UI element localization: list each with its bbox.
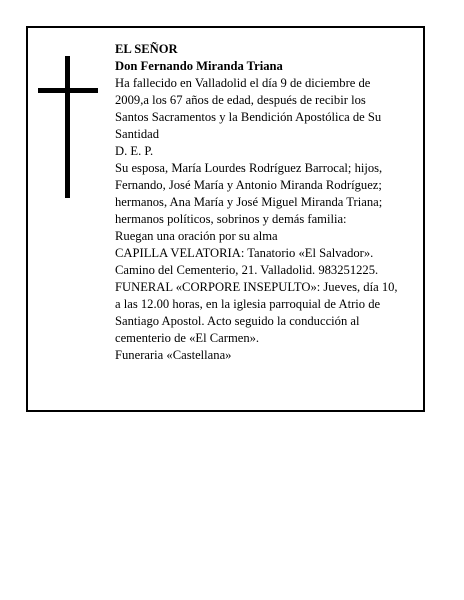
notice-line: hermanos, Ana María y José Miguel Miranda Triana; — [115, 195, 383, 209]
rip-line: D. E. P. — [115, 144, 154, 158]
notice-line: a las 12.00 horas, en la iglesia parroquial de Atrio de — [115, 297, 381, 311]
deceased-name: Don Fernando Miranda Triana — [115, 59, 283, 73]
cross-vertical-bar — [65, 56, 70, 198]
notice-line: Santiago Apostol. Acto seguido la conducción al — [115, 314, 360, 328]
chapel-line: CAPILLA VELATORIA: Tanatorio «El Salvador». — [115, 246, 374, 260]
latin-cross-icon — [38, 56, 98, 198]
notice-line: Ruegan una oración por su alma — [115, 229, 278, 243]
funeral-home-line: Funeraria «Castellana» — [115, 348, 232, 362]
notice-line: Ha fallecido en Valladolid el día 9 de diciembre de — [115, 76, 371, 90]
notice-line: cementerio de «El Carmen». — [115, 331, 260, 345]
notice-heading: EL SEÑOR — [115, 42, 178, 56]
funeral-line: FUNERAL «CORPORE INSEPULTO»: Jueves, día 10, — [115, 280, 398, 294]
notice-line: Santos Sacramentos y la Bendición Apostólica de Su — [115, 110, 382, 124]
notice-text — [115, 41, 421, 364]
notice-line: hermanos políticos, sobrinos y demás familia: — [115, 212, 347, 226]
notice-line: Santidad — [115, 127, 160, 141]
notice-line: Fernando, José María y Antonio Miranda Rodríguez; — [115, 178, 382, 192]
notice-line: Su esposa, María Lourdes Rodríguez Barrocal; hijos, — [115, 161, 383, 175]
address-line: Camino del Cementerio, 21. Valladolid. 983251225. — [115, 263, 379, 277]
cross-horizontal-bar — [38, 88, 98, 93]
notice-line: 2009,a los 67 años de edad, después de recibir los — [115, 93, 366, 107]
obituary-notice — [26, 26, 425, 412]
